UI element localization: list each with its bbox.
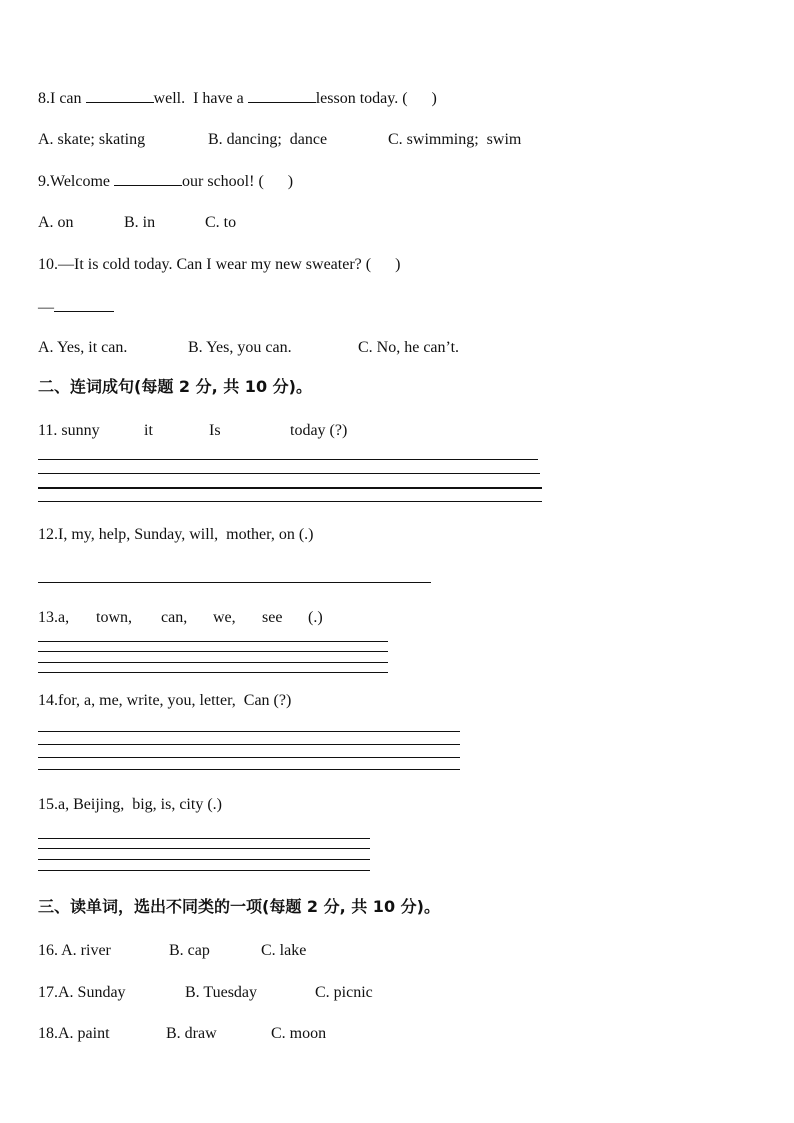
q17-option-b[interactable]: B. Tuesday <box>185 984 258 1001</box>
q18-option-c[interactable]: C. moon <box>271 1025 327 1042</box>
question-18-options <box>38 1024 326 1044</box>
q13-word-5: see <box>262 609 283 626</box>
q14-writing-line-4[interactable] <box>38 769 460 770</box>
q14-writing-line-3[interactable] <box>38 757 460 758</box>
q18-option-b[interactable]: B. draw <box>166 1025 217 1042</box>
q13-word-3: can, <box>161 609 188 626</box>
q11-writing-line-4[interactable] <box>38 501 542 502</box>
q9-blank[interactable] <box>114 171 182 186</box>
question-8-stem <box>38 88 437 109</box>
q8-blank-2[interactable] <box>248 88 316 103</box>
q13-word-2: town, <box>96 609 132 626</box>
q10-option-a[interactable]: A. Yes, it can. <box>38 339 128 356</box>
question-9-options <box>38 213 236 233</box>
q10-option-c[interactable]: C. No, he can’t. <box>358 339 460 356</box>
q10-dash: — <box>38 299 54 316</box>
question-17-options <box>38 983 373 1003</box>
q15-writing-line-1[interactable] <box>38 838 370 839</box>
q11-word-3: Is <box>209 422 221 439</box>
q8-text-a: 8.I can <box>38 90 86 107</box>
q11-writing-line-1[interactable] <box>38 459 538 460</box>
section-3-title: 三、读单词，选出不同类的一项(每题 2 分, 共 10 分)。 <box>38 897 440 916</box>
q15-writing-line-2[interactable] <box>38 848 370 849</box>
q15-writing-line-3[interactable] <box>38 859 370 860</box>
q13-writing-line-4[interactable] <box>38 672 388 673</box>
q9-option-a[interactable]: A. on <box>38 214 74 231</box>
q11-word-4: today (?) <box>290 422 348 439</box>
q10-blank[interactable] <box>54 297 114 312</box>
section-2-title: 二、连词成句(每题 2 分, 共 10 分)。 <box>38 377 312 396</box>
q16-option-c[interactable]: C. lake <box>261 942 307 959</box>
question-13-words <box>38 608 323 628</box>
question-11-words <box>38 421 347 441</box>
q11-word-1: 11. sunny <box>38 422 100 439</box>
q8-text-c: lesson today. ( ) <box>315 90 437 107</box>
question-9-stem <box>38 171 293 192</box>
q13-writing-line-3[interactable] <box>38 662 388 663</box>
question-16-options <box>38 941 306 961</box>
q11-writing-line-3[interactable] <box>38 487 542 489</box>
q8-option-b[interactable]: B. dancing; dance <box>208 131 328 148</box>
q16-option-a[interactable]: 16. A. river <box>38 942 111 959</box>
q15-writing-line-4[interactable] <box>38 870 370 871</box>
q18-option-a[interactable]: 18.A. paint <box>38 1025 110 1042</box>
q9-text-a: 9.Welcome <box>38 173 115 190</box>
q9-option-b[interactable]: B. in <box>124 214 156 231</box>
q14-writing-line-1[interactable] <box>38 731 460 732</box>
question-15-words: 15.a, Beijing, big, is, city (.) <box>38 796 222 813</box>
q11-writing-line-2[interactable] <box>38 473 540 474</box>
q8-option-a[interactable]: A. skate; skating <box>38 131 146 148</box>
q11-word-2: it <box>144 422 153 439</box>
q13-word-1: 13.a, <box>38 609 70 626</box>
q10-option-b[interactable]: B. Yes, you can. <box>188 339 292 356</box>
q13-writing-line-1[interactable] <box>38 641 388 642</box>
q9-option-c[interactable]: C. to <box>205 214 237 231</box>
question-10-stem: 10.—It is cold today. Can I wear my new sweater? ( ) <box>38 256 401 273</box>
q17-option-a[interactable]: 17.A. Sunday <box>38 984 126 1001</box>
q9-text-b: our school! ( ) <box>182 173 294 190</box>
question-12-words: 12.I, my, help, Sunday, will, mother, on (.) <box>38 526 314 543</box>
q17-option-c[interactable]: C. picnic <box>315 984 373 1001</box>
q13-word-4: we, <box>213 609 236 626</box>
q14-writing-line-2[interactable] <box>38 744 460 745</box>
question-8-options <box>38 130 521 150</box>
q13-writing-line-2[interactable] <box>38 651 388 652</box>
q13-word-6: (.) <box>308 609 323 626</box>
q8-option-c[interactable]: C. swimming; swim <box>388 131 522 148</box>
q8-text-b: well. I have a <box>153 90 248 107</box>
q8-blank-1[interactable] <box>86 88 154 103</box>
q16-option-b[interactable]: B. cap <box>169 942 210 959</box>
q12-writing-line[interactable] <box>38 582 431 583</box>
question-10-answer <box>38 297 114 318</box>
question-14-words: 14.for, a, me, write, you, letter, Can (?) <box>38 692 292 709</box>
question-10-options <box>38 338 459 358</box>
